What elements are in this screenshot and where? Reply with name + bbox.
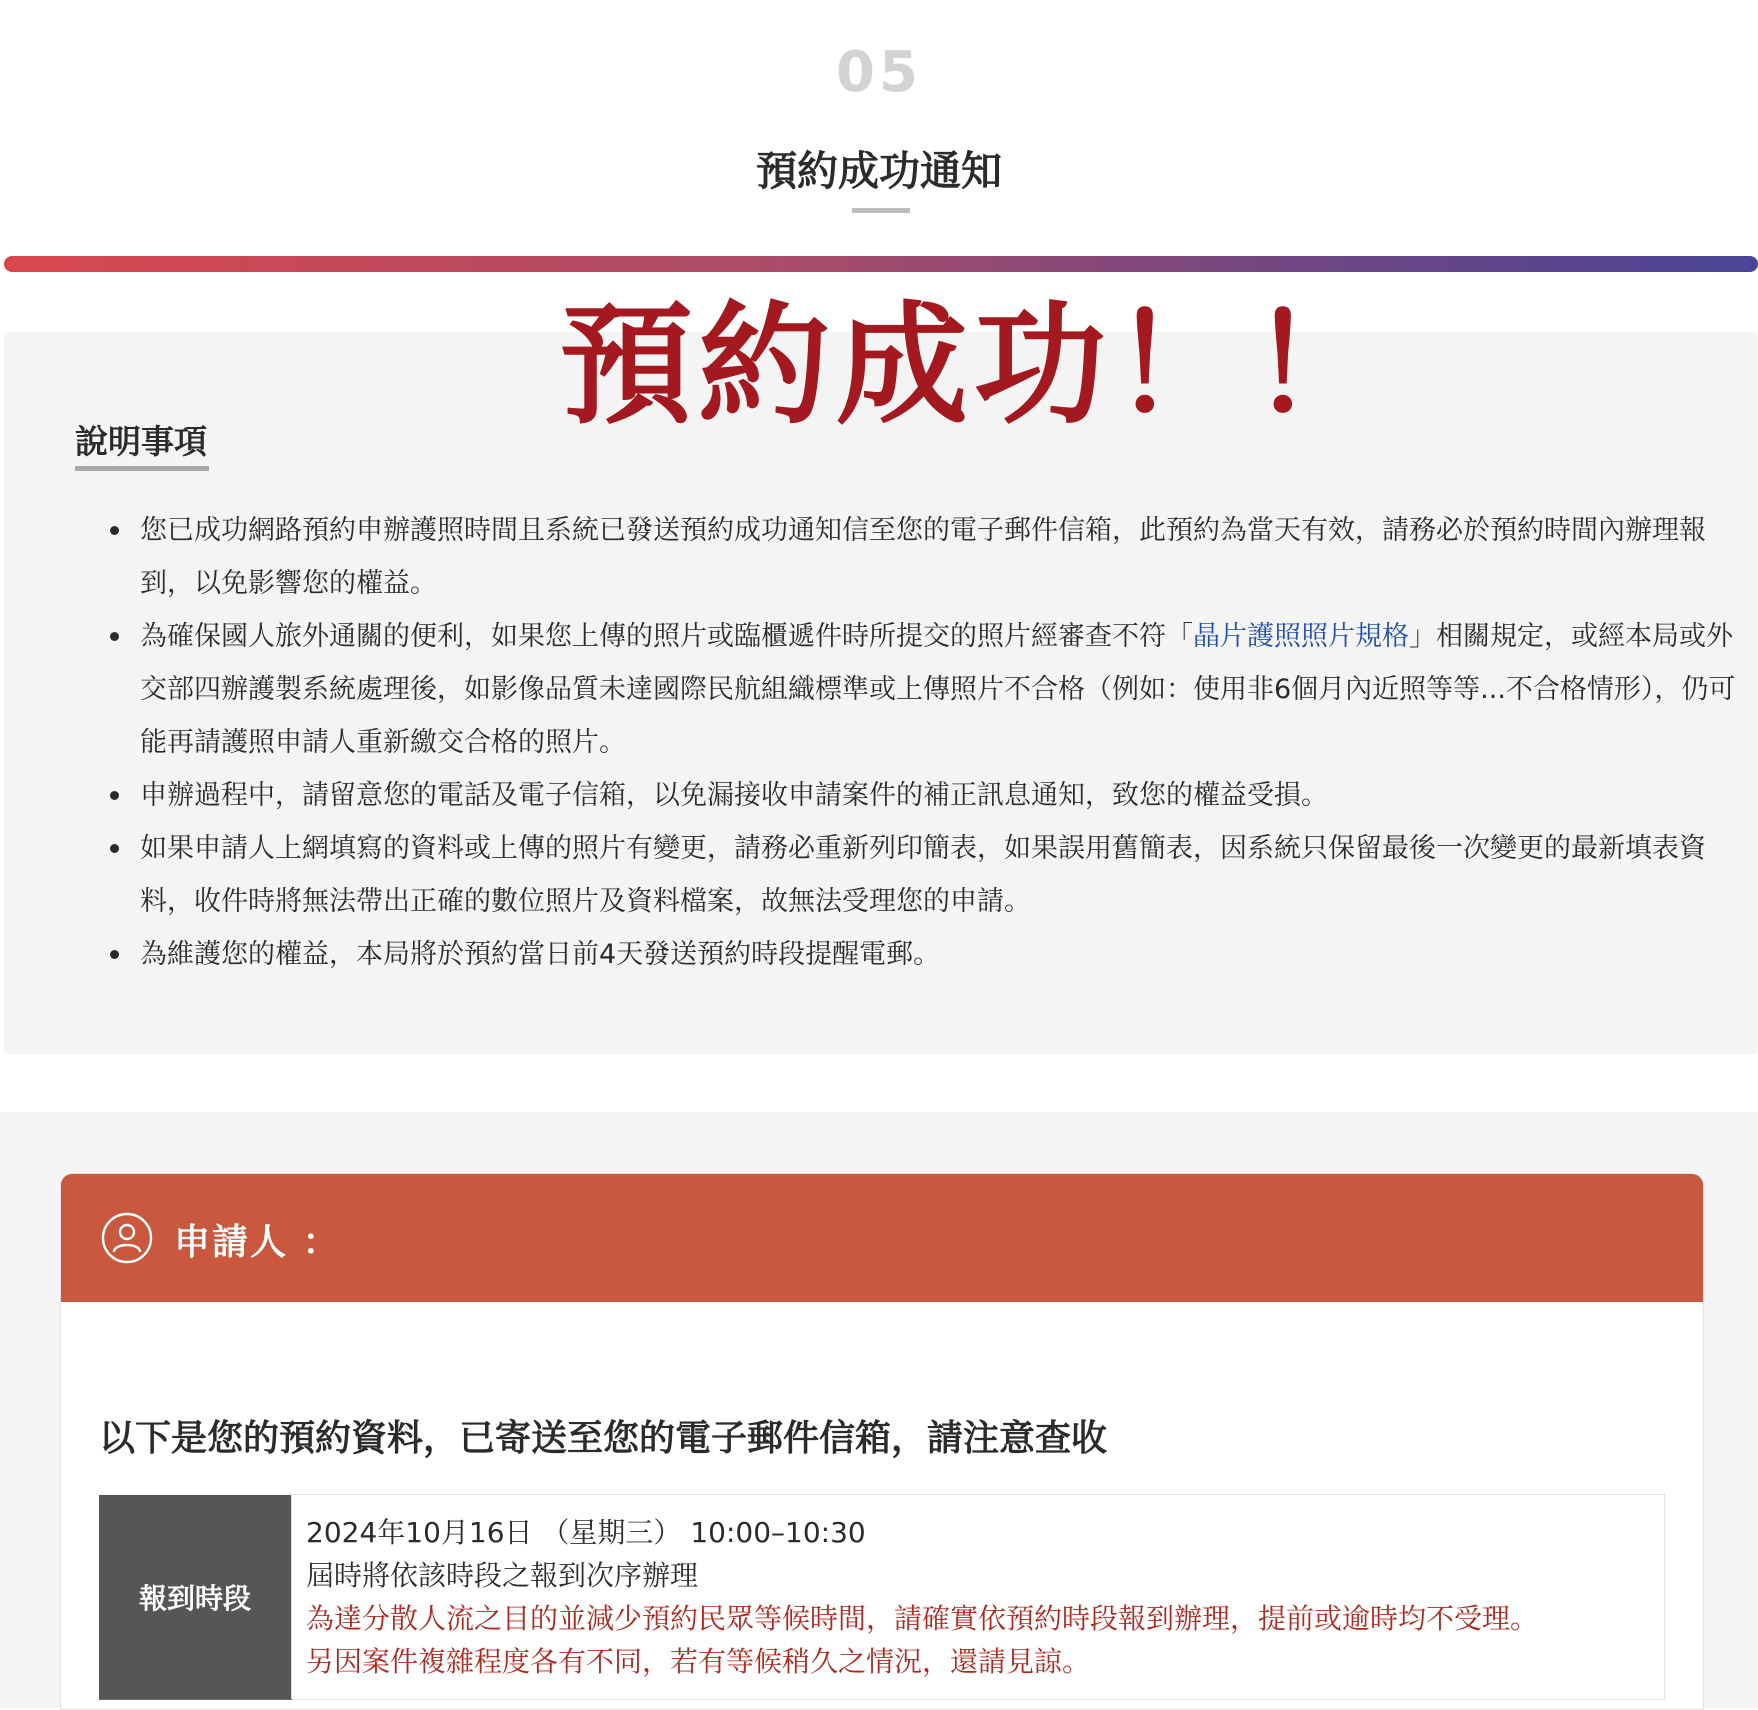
step-title: 預約成功通知: [756, 147, 1002, 195]
table-row: [99, 1495, 1665, 1700]
bullet-icon: [110, 526, 119, 535]
photo-spec-link[interactable]: 晶片護照照片規格: [1193, 621, 1409, 652]
appointment-warning-1: 為達分散人流之目的並減少預約民眾等候時間，請確實依預約時段報到辦理，提前或逾時均不受理。: [306, 1602, 1539, 1635]
bullet-icon: [110, 950, 119, 959]
applicant-label: 申請人 ：: [174, 1222, 341, 1263]
notice-list: [100, 504, 1740, 981]
notice-item: [140, 504, 1740, 610]
appointment-order-note: 屆時將依該時段之報到次序辦理: [306, 1559, 699, 1592]
progress-bar: [4, 256, 1758, 272]
appointment-info-heading: 以下是您的預約資料，已寄送至您的電子郵件信箱，請注意查收: [99, 1418, 1108, 1459]
applicant-header: [61, 1174, 1703, 1302]
check-in-time-value: [292, 1495, 1665, 1700]
notice-item-text: 您已成功網路預約申辦護照時間且系統已發送預約成功通知信至您的電子郵件信箱，此預約為當天有效，請務必於預約時間內辦理報到，以免影響您的權益。: [140, 515, 1706, 599]
step-title-underline: [852, 208, 910, 213]
bullet-icon: [110, 844, 119, 853]
notice-item: [140, 928, 1740, 981]
appointment-table: [99, 1494, 1665, 1700]
appointment-datetime: 2024年10月16日 （星期三） 10:00–10:30: [306, 1516, 866, 1549]
bullet-icon: [110, 632, 119, 641]
user-icon: [101, 1212, 153, 1264]
appointment-warning-2: 另因案件複雜程度各有不同，若有等候稍久之情況，還請見諒。: [306, 1645, 1091, 1678]
notice-item-text: 如果申請人上網填寫的資料或上傳的照片有變更，請務必重新列印簡表，如果誤用舊簡表，因系統只保留最後一次變更的最新填表資料，收件時將無法帶出正確的數位照片及資料檔案，故無法受理您的申請。: [140, 833, 1706, 917]
check-in-time-header: 報到時段: [99, 1495, 292, 1700]
notice-item: [140, 769, 1740, 822]
bullet-icon: [110, 791, 119, 800]
notice-heading-underline: [75, 466, 209, 471]
applicant-card: [60, 1173, 1704, 1710]
notice-heading: 說明事項: [75, 422, 207, 461]
notice-item-text-after: 」相關規定，或經本局或外交部四辦護製系統處理後，如影像品質未達國際民航組織標準或上傳照片不合格（例如：使用非6個月內近照等等...不合格情形），仍可能再請護照申請人重新繳交合格的照片。: [140, 621, 1736, 758]
notice-item: [140, 610, 1740, 769]
notice-item-text: 為維護您的權益，本局將於預約當日前4天發送預約時段提醒電郵。: [140, 939, 941, 970]
success-banner: 預約成功！！: [560, 289, 1388, 443]
notice-item-text-before: 為確保國人旅外通關的便利，如果您上傳的照片或臨櫃遞件時所提交的照片經審查不符「: [140, 621, 1193, 652]
notice-item-text: 申辦過程中，請留意您的電話及電子信箱，以免漏接收申請案件的補正訊息通知，致您的權益受損。: [140, 780, 1328, 811]
step-number: 05: [836, 40, 922, 105]
notice-item: [140, 822, 1740, 928]
